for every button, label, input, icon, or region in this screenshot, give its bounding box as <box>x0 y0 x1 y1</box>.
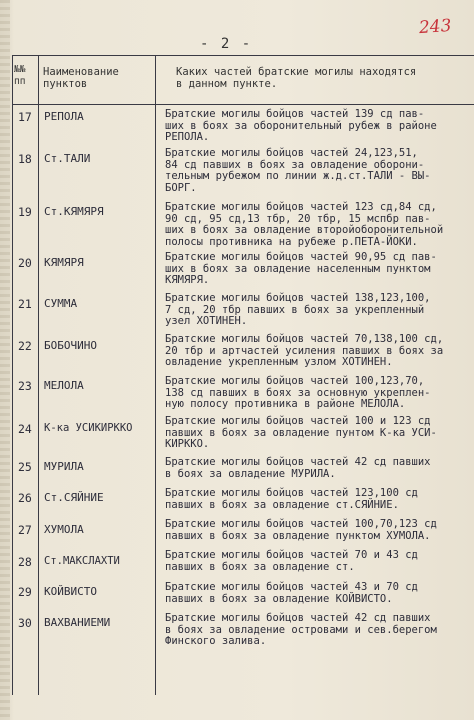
table-header-rule <box>12 104 474 105</box>
row-description: Братские могилы бойцов частей 43 и 70 сд павших в боях за овладение КОЙВИСТО. <box>165 581 418 605</box>
row-number: 20 <box>18 256 32 270</box>
table-top-rule <box>12 55 474 56</box>
row-place: ХУМОЛА <box>44 523 84 536</box>
row-place: Ст.ТАЛИ <box>44 152 91 165</box>
row-number: 22 <box>18 339 32 353</box>
row-place: СУММА <box>44 297 78 310</box>
row-number: 19 <box>18 205 32 219</box>
row-description: Братские могилы бойцов частей 100 и 123 сд павших в боях за овладение пунтом К-ка УСИ- КИРККО. <box>165 415 437 450</box>
row-description: Братские могилы бойцов частей 123 сд,84 сд, 90 сд, 95 сд,13 тбр, 20 тбр, 15 мспбр пав- ших в боях за овладение второйоборонительной полосы противника на рубеже р.ПЕТА-ЙОКИ. <box>165 201 444 248</box>
row-number: 29 <box>18 585 32 599</box>
row-description: Братские могилы бойцов частей 90,95 сд пав- ших в боях за овладение населенным пунктом КЯМЯРЯ. <box>165 251 437 286</box>
row-place: МЕЛОЛА <box>44 379 84 392</box>
row-place: Ст.КЯМЯРЯ <box>44 205 104 218</box>
header-desc: Каких частей братские могилы находятся в данном пункте. <box>176 66 417 90</box>
row-description: Братские могилы бойцов частей 70 и 43 сд павших в боях за овладение ст. <box>165 549 418 573</box>
row-number: 27 <box>18 523 32 537</box>
header-place: Наименование пунктов <box>43 66 119 90</box>
row-place: Ст.СЯЙНИЕ <box>44 491 104 504</box>
row-number: 24 <box>18 422 32 436</box>
row-number: 17 <box>18 110 32 124</box>
row-description: Братские могилы бойцов частей 138,123,100, 7 сд, 20 тбр павших в боях за укрепленный узел ХОТИНЕН. <box>165 292 431 327</box>
row-place: КОЙВИСТО <box>44 585 97 598</box>
row-place: МУРИЛА <box>44 460 84 473</box>
row-place: Ст.МАКСЛАХТИ <box>44 555 120 567</box>
table-left-rule <box>12 55 13 695</box>
row-description: Братские могилы бойцов частей 70,138,100 сд, 20 тбр и артчастей усиления павших в боях за овладение укрепленным узлом ХОТИНЕН. <box>165 333 444 368</box>
row-description: Братские могилы бойцов частей 139 сд пав- ших в боях за оборонительный рубеж в районе РЕПОЛА. <box>165 108 437 143</box>
row-place: БОБОЧИНО <box>44 339 97 352</box>
row-place: РЕПОЛА <box>44 110 84 123</box>
row-number: 28 <box>18 555 32 569</box>
row-description: Братские могилы бойцов частей 24,123,51, 84 сд павших в боях за овладение оборони- тельным рубежом по линии ж.д.ст.ТАЛИ - ВЫ- БОРГ. <box>165 147 431 194</box>
row-number: 23 <box>18 379 32 393</box>
row-number: 30 <box>18 616 32 630</box>
row-number: 25 <box>18 460 32 474</box>
row-number: 21 <box>18 297 32 311</box>
binding-edge <box>0 0 10 720</box>
row-number: 26 <box>18 491 32 505</box>
column-divider-1 <box>38 55 39 695</box>
column-divider-2 <box>155 55 156 695</box>
archive-number: 243 <box>418 15 453 39</box>
header-num: №№ пп <box>14 64 26 87</box>
row-description: Братские могилы бойцов частей 100,123,70, 138 сд павших в боях за основную укреплен- ную полосу противника в районе МЕЛОЛА. <box>165 375 431 410</box>
row-place: К-ка УСИКИРККО <box>44 422 133 434</box>
row-place: КЯМЯРЯ <box>44 256 84 269</box>
row-place: ВАХВАНИЕМИ <box>44 616 111 629</box>
page-number: - 2 - <box>200 36 253 52</box>
row-description: Братские могилы бойцов частей 100,70,123 сд павших в боях за овладение пунктом ХУМОЛА. <box>165 518 437 542</box>
row-number: 18 <box>18 152 32 166</box>
row-description: Братские могилы бойцов частей 42 сд павших в боях за овладение островами и сев.берегом Финского залива. <box>165 612 437 647</box>
row-description: Братские могилы бойцов частей 42 сд павших в боях за овладение МУРИЛА. <box>165 456 431 480</box>
row-description: Братские могилы бойцов частей 123,100 сд павших в боях за овладение ст.СЯЙНИЕ. <box>165 487 418 511</box>
